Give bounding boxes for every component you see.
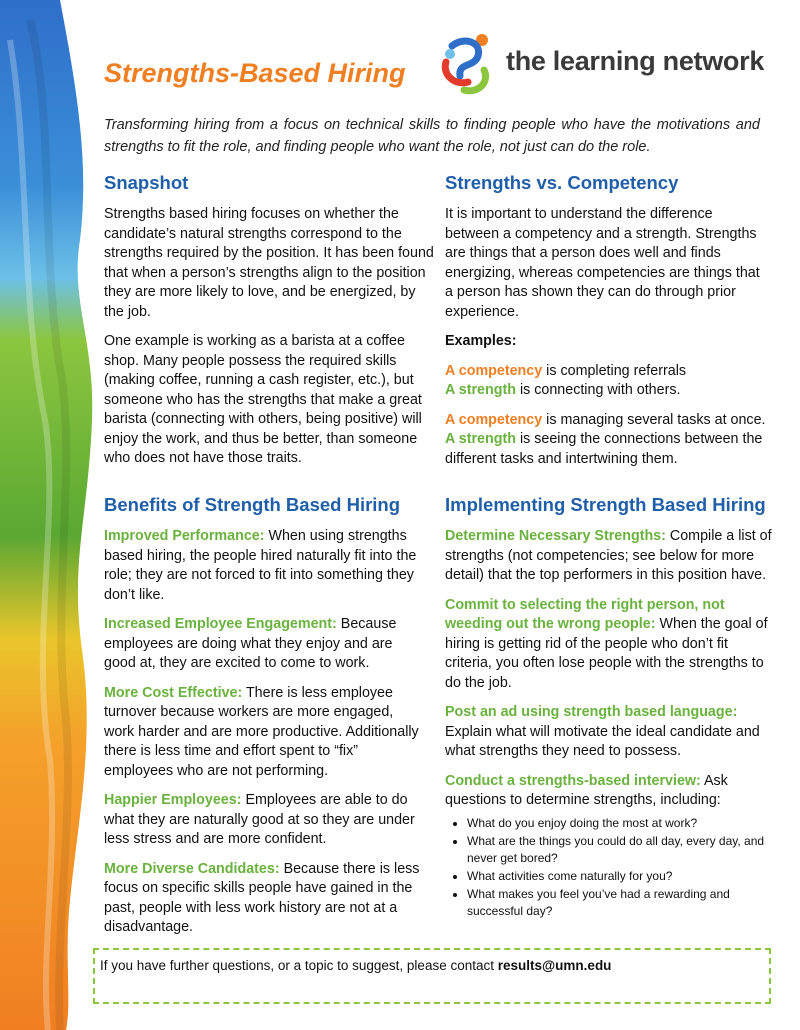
benefit-text: Because there is less focus on specific skills people have gained in the past, people with less work history are not at a disadvantage. [104, 860, 420, 935]
implementing-label: Commit to selecting the right person, not weeding out the wrong people: [445, 596, 725, 632]
implementing-heading: Implementing Strength Based Hiring [445, 494, 766, 515]
footer-message: If you have further questions, or a topic to suggest, please contact [100, 958, 498, 973]
snapshot-heading: Snapshot [104, 172, 189, 193]
implementing-label: Conduct a strengths-based interview: [445, 772, 701, 789]
competency-label: A competency [445, 362, 543, 379]
snapshot-paragraph-2: One example is working as a barista at a coffee shop. Many people possess the required skills (making coffee, running a cash register, etc.), but someone who has the strengths that make a great barista (connecting with others, being positive) will enjoy the work, and thus be better, than someone who does not have those traits. [104, 333, 422, 466]
interview-question: • What activities come naturally for you? [467, 868, 778, 885]
examples-label: Examples: [445, 333, 517, 349]
benefit-label: More Diverse Candidates: [104, 860, 280, 877]
benefit-text: Employees are able to do what they are naturally good at so they are under less stress and are more confident. [104, 792, 415, 847]
benefit-text: There is less employee turnover because workers are more engaged, work harder and are more productive. Additionally there is less time and effort spent to “fix” employees who are not performing. [104, 684, 419, 779]
benefit-label: Increased Employee Engagement: [104, 616, 337, 632]
implementing-item [445, 527, 778, 586]
contact-footer-box [93, 948, 771, 1004]
benefits-section [104, 527, 422, 948]
interview-questions-list [445, 815, 778, 920]
benefit-text: When using strengths based hiring, the people hired naturally fit into the role; they are not forced to fit into something they don’t like. [104, 528, 417, 603]
benefit-item [104, 615, 422, 674]
brand-name: the learning network [506, 46, 765, 76]
interview-question: • What are the things you could do all day, every day, and never get bored? [467, 833, 778, 867]
implementing-label: Post an ad using strength based language: [445, 704, 738, 720]
implementing-text: Ask questions to determine strengths, including: [445, 772, 728, 808]
page-title: Strengths-Based Hiring [104, 58, 406, 88]
benefit-label: More Cost Effective: [104, 684, 243, 701]
benefit-item [104, 527, 422, 605]
benefits-heading: Benefits of Strength Based Hiring [104, 494, 401, 515]
strength-label: A strength [445, 382, 516, 398]
implementing-item [445, 703, 778, 762]
competency-text: is managing several tasks at once. [542, 411, 766, 428]
competency-text: is completing referrals [542, 362, 687, 379]
benefit-text: Because employees are doing what they enjoy and are good at, they are excited to come to work. [104, 616, 397, 671]
interview-question: • What makes you feel you’ve had a rewarding and successful day? [467, 886, 778, 920]
competency-label: A competency [445, 411, 543, 428]
example-2 [445, 411, 770, 470]
strengths-vs-paragraph: It is important to understand the difference between a competency and a strength. Strengths are things that a person does well and finds energizing, whereas competencies are things that a person has shown they can do through prior experience. [445, 206, 760, 320]
snapshot-paragraph-1: Strengths based hiring focuses on whether the candidate’s natural strengths correspond to the strengths required by the position. It has been found that when a person’s strengths align to the position they are more likely to love, and be energized, by the job. [104, 206, 434, 320]
implementing-text: Compile a list of strengths (not competencies; see below for more detail) that the top performers in this position have. [445, 528, 772, 583]
strength-text: is seeing the connections between the different tasks and intertwining them. [445, 431, 763, 467]
paint-stripe-decoration [0, 0, 120, 1030]
strengths-vs-competency-heading: Strengths vs. Competency [445, 172, 679, 193]
implementing-item [445, 772, 778, 811]
interview-question: • What do you enjoy doing the most at work? [467, 815, 778, 832]
implementing-label: Determine Necessary Strengths: [445, 528, 666, 544]
learning-network-logo-icon [438, 32, 498, 96]
contact-footer-text [100, 958, 611, 973]
implementing-text: When the goal of hiring is getting rid of the people who don’t fit criteria, you often lose people with the strengths to do the job. [445, 616, 768, 691]
benefit-label: Happier Employees: [104, 792, 242, 808]
benefit-label: Improved Performance: [104, 528, 265, 544]
implementing-text: Explain what will motivate the ideal candidate and what strengths they need to possess. [445, 723, 760, 759]
snapshot-section [104, 205, 434, 479]
strength-label: A strength [445, 431, 516, 447]
strength-text: is connecting with others. [515, 382, 681, 398]
intro-text: Transforming hiring from a focus on technical skills to finding people who have the motivations and strengths to fit the role, and finding people who want the role, not just can do the role. [104, 117, 760, 155]
example-1 [445, 362, 770, 401]
benefit-item [104, 684, 422, 782]
implementing-item [445, 596, 778, 694]
benefit-item [104, 860, 422, 938]
implementing-section [445, 527, 778, 921]
contact-email-link[interactable]: results@umn.edu [497, 958, 612, 973]
strengths-vs-competency-section [445, 205, 770, 479]
benefit-item [104, 791, 422, 850]
